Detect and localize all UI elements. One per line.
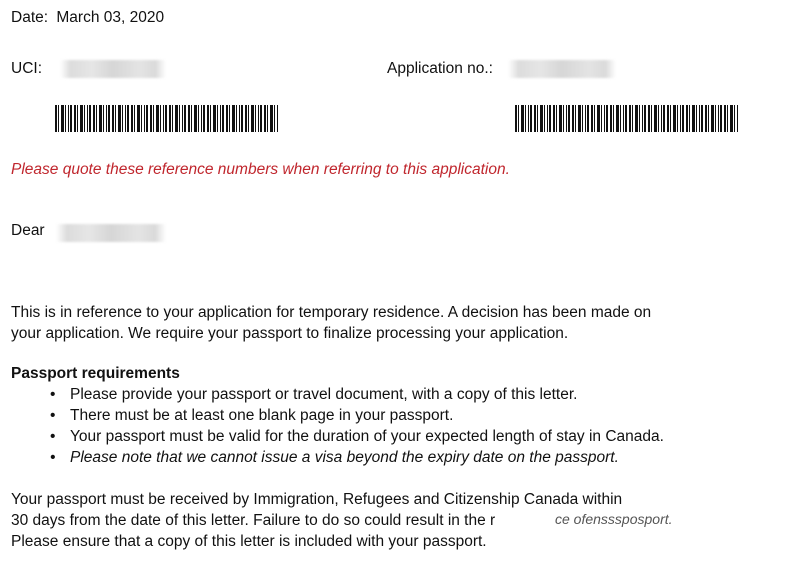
recipient-name-redacted — [56, 224, 166, 242]
overlay-text: ce ofensssposport. — [555, 511, 673, 527]
requirement-item: • There must be at least one blank page in your passport. — [48, 405, 664, 426]
date-value: March 03, 2020 — [56, 9, 165, 26]
date-line — [11, 9, 164, 27]
application-number-redacted — [508, 60, 616, 78]
intro-paragraph — [11, 302, 651, 344]
intro-line-1: This is in reference to your application for temporary residence. A decision has been made on — [11, 304, 652, 321]
requirement-item: • Please note that we cannot issue a visa beyond the expiry date on the passport. — [48, 447, 664, 468]
closing-paragraph — [11, 489, 622, 552]
requirements-heading: Passport requirements — [11, 365, 180, 382]
requirement-item: • Please provide your passport or travel document, with a copy of this letter. — [48, 384, 664, 405]
application-number-label: Application no.: — [387, 60, 493, 77]
requirement-item: • Your passport must be valid for the duration of your expected length of stay in Canada. — [48, 426, 664, 447]
date-label: Date: — [11, 9, 49, 26]
intro-line-2: your application. We require your passport to finalize processing your application. — [11, 325, 569, 342]
uci-value-redacted — [60, 60, 166, 78]
application-barcode — [515, 105, 739, 132]
reference-note: Please quote these reference numbers when referring to this application. — [11, 161, 510, 178]
requirements-list — [48, 384, 664, 468]
uci-label: UCI: — [11, 60, 42, 77]
closing-line-1: Your passport must be received by Immigration, Refugees and Citizenship Canada within — [11, 491, 623, 508]
salutation: Dear — [11, 222, 45, 239]
closing-line-3: Please ensure that a copy of this letter is included with your passport. — [11, 533, 487, 550]
uci-barcode — [55, 105, 278, 132]
closing-line-2: 30 days from the date of this letter. Failure to do so could result in the r — [11, 512, 496, 529]
